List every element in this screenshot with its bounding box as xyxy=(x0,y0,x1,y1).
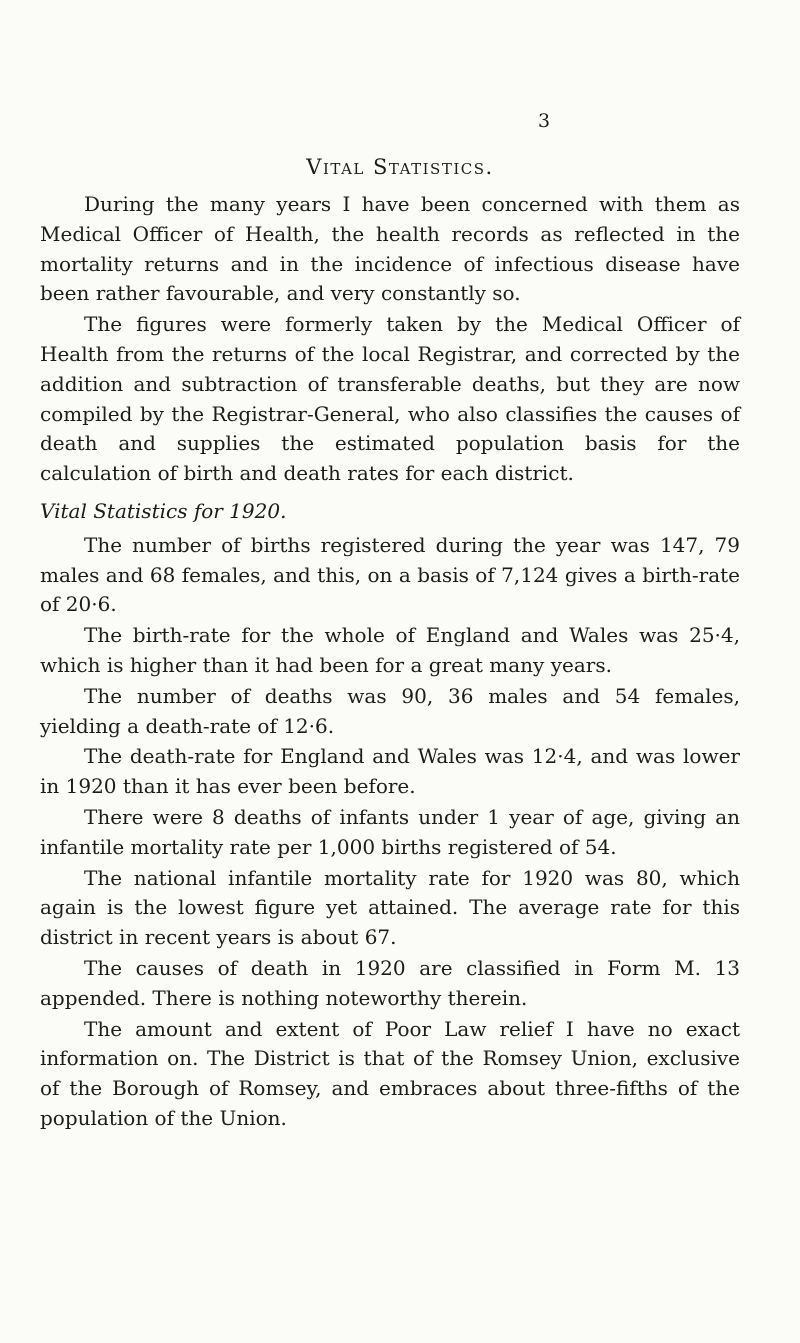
paragraph-intro-2: The figures were formerly taken by the Medical Officer of Health from the returns of the local Registrar, and corrected by the addition and subtraction of transferable deaths, but they are now compiled by the Registrar-General, who also classifies the causes of death and supplies the estimated population basis for the calculation of birth and death rates for each district. xyxy=(40,312,740,486)
paragraph-infant-deaths: There were 8 deaths of infants under 1 year of age, giving an infantile mortality rate per 1,000 births registered of 54. xyxy=(40,804,740,859)
paragraph-deaths: The number of deaths was 90, 36 males and 54 females, yielding a death-rate of 12·6. xyxy=(40,683,740,738)
section-heading: Vital Statistics. xyxy=(306,155,494,179)
paragraph-causes-of-death: The causes of death in 1920 are classified in Form M. 13 appended. There is nothing noteworthy therein. xyxy=(40,955,740,1010)
paragraph-intro-1: During the many years I have been concerned with them as Medical Officer of Health, the health records as reflected in the mortality returns and in the incidence of infectious disease have been rather favourable, and very constantly so. xyxy=(40,192,740,306)
body-text xyxy=(40,190,740,1135)
page-number: 3 xyxy=(538,110,551,132)
paragraph-poor-law-relief: The amount and extent of Poor Law relief I have no exact information on. The District is that of the Romsey Union, exclusive of the Borough of Romsey, and embraces about three-fifths of the population of the Union. xyxy=(40,1016,740,1130)
paragraph-death-rate-national: The death-rate for England and Wales was 12·4, and was lower in 1920 than it has ever been before. xyxy=(40,744,740,799)
paragraph-birth-rate-national: The birth-rate for the whole of England and Wales was 25·4, which is higher than it had been for a great many years. xyxy=(40,623,740,677)
paragraph-infant-mortality-national: The national infantile mortality rate for 1920 was 80, which again is the lowest figure yet attained. The average rate for this district in recent years is about 67. xyxy=(40,865,740,950)
subheading: Vital Statistics for 1920. xyxy=(40,498,287,523)
paragraph-births: The number of births registered during the year was 147, 79 males and 68 females, and this, on a basis of 7,124 gives a birth-rate of 20·6. xyxy=(40,532,740,617)
